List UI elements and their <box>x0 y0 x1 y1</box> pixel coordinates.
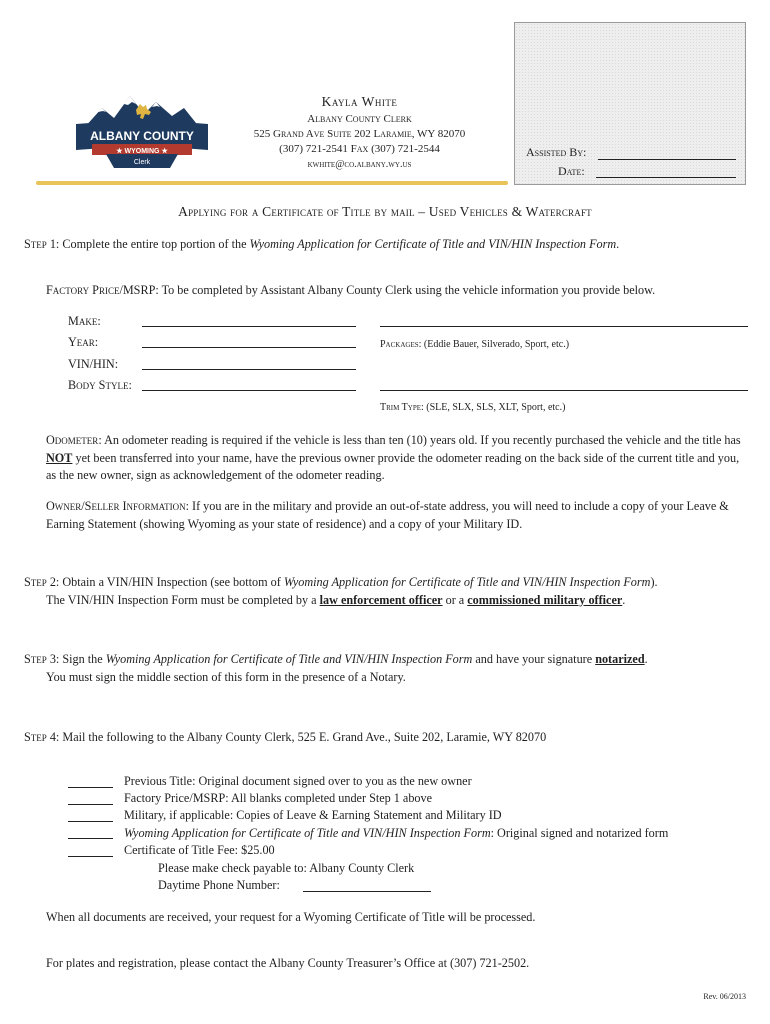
date-line[interactable] <box>596 177 736 178</box>
odometer-text-b: yet been transferred into your name, have the previous owner provide the odometer reading on the back side of the current title and you, as the new owner, sign as acknowledgement of the odometer reading. <box>46 450 740 482</box>
packages-caption <box>380 336 569 354</box>
processed-note: When all documents are received, your request for a Wyoming Certificate of Title will be processed. <box>46 910 536 924</box>
checklist-item-4-text: : Original signed and notarized form <box>490 826 669 840</box>
packages-hint: (Eddie Bauer, Silverado, Sport, etc.) <box>423 339 570 350</box>
trim-type-hint: (SLE, SLX, SLS, XLT, Sport, etc.) <box>426 402 566 413</box>
body-style-label: Body Style: <box>68 378 132 392</box>
logo-line1: ALBANY COUNTY <box>90 129 194 143</box>
checklist-item-5: Certificate of Title Fee: $25.00 <box>124 843 275 857</box>
trim-type-field[interactable] <box>380 390 748 391</box>
logo-line3: Clerk <box>133 159 151 166</box>
clerk-office: Albany County Clerk <box>307 113 412 125</box>
odometer-paragraph <box>46 432 746 485</box>
trim-type-caption <box>380 399 565 417</box>
step2-text-a: : Obtain a VIN/HIN Inspection (see bottom of <box>55 575 284 589</box>
year-label: Year: <box>68 335 99 349</box>
factory-price-label: Factory Price <box>46 283 120 297</box>
step4-text: : Mail the following to the Albany County Clerk, 525 E. Grand Ave., Suite 202, Laramie, WY 82070 <box>55 730 547 744</box>
revision-date: Rev. 06/2013 <box>703 992 746 1001</box>
odometer-label: Odometer <box>46 433 99 447</box>
date-label: Date: <box>558 164 585 178</box>
daytime-phone-label: Daytime Phone Number: <box>158 878 280 892</box>
clerk-name: Kayla White <box>321 94 398 109</box>
checklist-blank-2[interactable] <box>68 804 113 805</box>
odometer-text-a: : An odometer reading is required if the vehicle is less than ten (10) years old. If you recently purchased the vehicle and the title has <box>98 433 741 447</box>
step2-line1 <box>24 574 754 592</box>
checklist-blank-1[interactable] <box>68 787 113 788</box>
step1-period: . <box>616 237 620 251</box>
step3-text-a: : Sign the <box>55 652 106 666</box>
step1-form-name: Wyoming Application for Certificate of Title and VIN/HIN Inspection Form <box>249 237 617 251</box>
clerk-email: kwhite@co.albany.wy.us <box>307 159 412 170</box>
step2-line2-c: . <box>622 593 626 607</box>
step3-text-b: and have your signature <box>472 652 596 666</box>
checklist-item-2: Factory Price/MSRP: All blanks completed under Step 1 above <box>124 791 433 805</box>
checklist-blank-5[interactable] <box>68 856 113 857</box>
owner-seller-paragraph <box>46 498 746 533</box>
make-field[interactable] <box>142 326 356 327</box>
make-label: Make: <box>68 314 101 328</box>
notarized: notarized <box>595 652 645 666</box>
step1-paragraph <box>24 236 754 254</box>
logo-line2: ★ WYOMING ★ <box>116 148 168 155</box>
albany-county-clerk-logo <box>72 88 212 176</box>
document-title: Applying for a Certificate of Title by mail – Used Vehicles & Watercraft <box>178 204 592 219</box>
payable-to: Please make check payable to: Albany County Clerk <box>158 861 415 875</box>
trim-type-label: Trim Type: <box>380 402 424 413</box>
daytime-phone-field[interactable] <box>303 891 431 892</box>
checklist-item-4-form: Wyoming Application for Certificate of Title and VIN/HIN Inspection Form <box>124 826 491 840</box>
step2-form-name: Wyoming Application for Certificate of Title and VIN/HIN Inspection Form <box>283 575 651 589</box>
factory-price-text: To be completed by Assistant Albany County Clerk using the vehicle information you provide below. <box>158 283 656 297</box>
packages-field[interactable] <box>380 326 748 327</box>
owner-seller-label: Owner/Seller Information <box>46 499 186 513</box>
header-divider <box>36 181 508 185</box>
step1-label: Step 1 <box>24 237 56 251</box>
step3-form-name: Wyoming Application for Certificate of Title and VIN/HIN Inspection Form <box>105 652 473 666</box>
step1-text: : Complete the entire top portion of the <box>55 237 250 251</box>
owner-seller-text: : If you are in the military and provide an out-of-state address, you will need to include a copy of your Leave & Earning Statement (showing Wyoming as your state of residence) and a copy of your Military ID. <box>46 499 729 531</box>
checklist-item-4 <box>124 825 764 843</box>
step4-paragraph <box>24 729 754 747</box>
step2-text-b: ). <box>650 575 658 589</box>
year-field[interactable] <box>142 347 356 348</box>
vin-field[interactable] <box>142 369 356 370</box>
commissioned-military-officer: commissioned military officer <box>467 593 623 607</box>
checklist-blank-3[interactable] <box>68 821 113 822</box>
clerk-address: 525 Grand Ave Suite 202 Laramie, WY 82070 <box>253 128 466 140</box>
odometer-not: NOT <box>46 450 73 465</box>
step2-line2-b: or a <box>442 593 468 607</box>
checklist-item-3: Military, if applicable: Copies of Leave & Earning Statement and Military ID <box>124 808 502 822</box>
packages-label: Packages: <box>380 339 422 350</box>
clerk-phone-fax: (307) 721-2541 Fax (307) 721-2544 <box>279 143 440 155</box>
checklist-blank-4[interactable] <box>68 838 113 839</box>
step4-label: Step 4 <box>24 730 56 744</box>
step3-text-c: . <box>644 652 648 666</box>
step3-line1 <box>24 651 754 669</box>
factory-price-paragraph <box>46 282 766 300</box>
step3-line2: You must sign the middle section of this form in the presence of a Notary. <box>46 670 406 684</box>
body-style-field[interactable] <box>142 390 356 391</box>
vin-label: VIN/HIN: <box>68 357 119 371</box>
factory-msrp-label: /MSRP: <box>119 283 159 297</box>
office-use-box <box>514 22 746 185</box>
step2-label: Step 2 <box>24 575 56 589</box>
assisted-by-label: Assisted By: <box>526 145 587 159</box>
step3-label: Step 3 <box>24 652 56 666</box>
step2-line2 <box>46 592 756 610</box>
assisted-by-line[interactable] <box>598 159 736 160</box>
law-enforcement-officer: law enforcement officer <box>319 593 443 607</box>
checklist-item-1: Previous Title: Original document signed over to you as the new owner <box>124 774 472 788</box>
step2-line2-a: The VIN/HIN Inspection Form must be completed by a <box>46 593 320 607</box>
plates-note: For plates and registration, please contact the Albany County Treasurer’s Office at (307) 721-2502. <box>46 956 530 970</box>
